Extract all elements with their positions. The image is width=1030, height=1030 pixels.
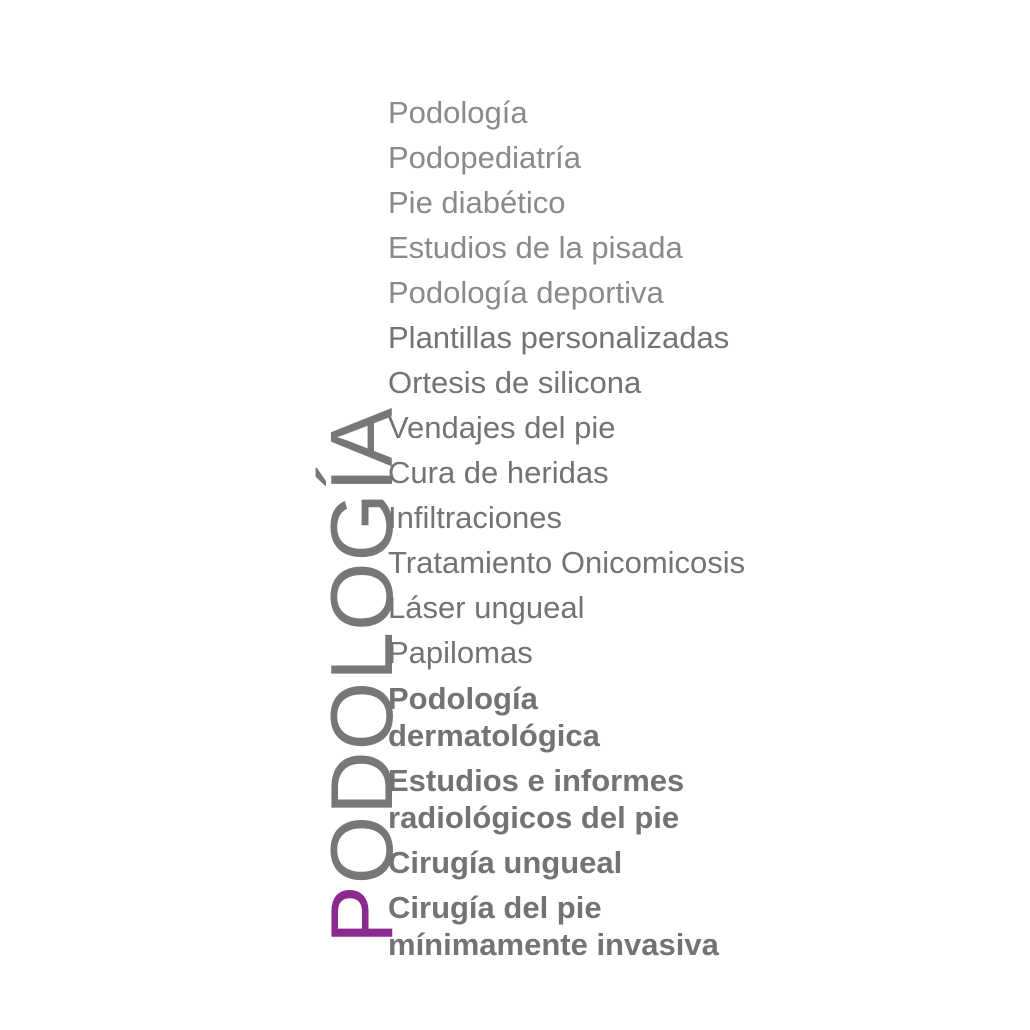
service-item: Pie diabético <box>388 185 566 220</box>
service-item: Vendajes del pie <box>388 410 616 445</box>
service-item: Estudios de la pisada <box>388 230 683 265</box>
service-item: Cirugía ungueal <box>388 845 623 880</box>
services-list <box>388 90 808 963</box>
service-item: Láser ungueal <box>388 590 585 625</box>
service-item: Papilomas <box>388 635 533 670</box>
service-item: Estudios e informes radiológicos del pie <box>388 763 685 835</box>
service-item: Podología <box>388 95 528 130</box>
service-item: Cirugía del pie mínimamente invasiva <box>388 890 719 962</box>
service-item: Plantillas personalizadas <box>388 320 730 355</box>
service-item: Infiltraciones <box>388 500 563 535</box>
service-item: Tratamiento Onicomicosis <box>388 545 746 580</box>
title-rest: ODOLOGÍA <box>312 406 411 885</box>
service-item: Podopediatría <box>388 140 582 175</box>
service-item: Podología deportiva <box>388 275 664 310</box>
service-item: Cura de heridas <box>388 455 609 490</box>
title-first-letter: P <box>312 884 411 944</box>
service-item: Podología dermatológica <box>388 681 600 753</box>
service-item: Ortesis de silicona <box>388 365 642 400</box>
